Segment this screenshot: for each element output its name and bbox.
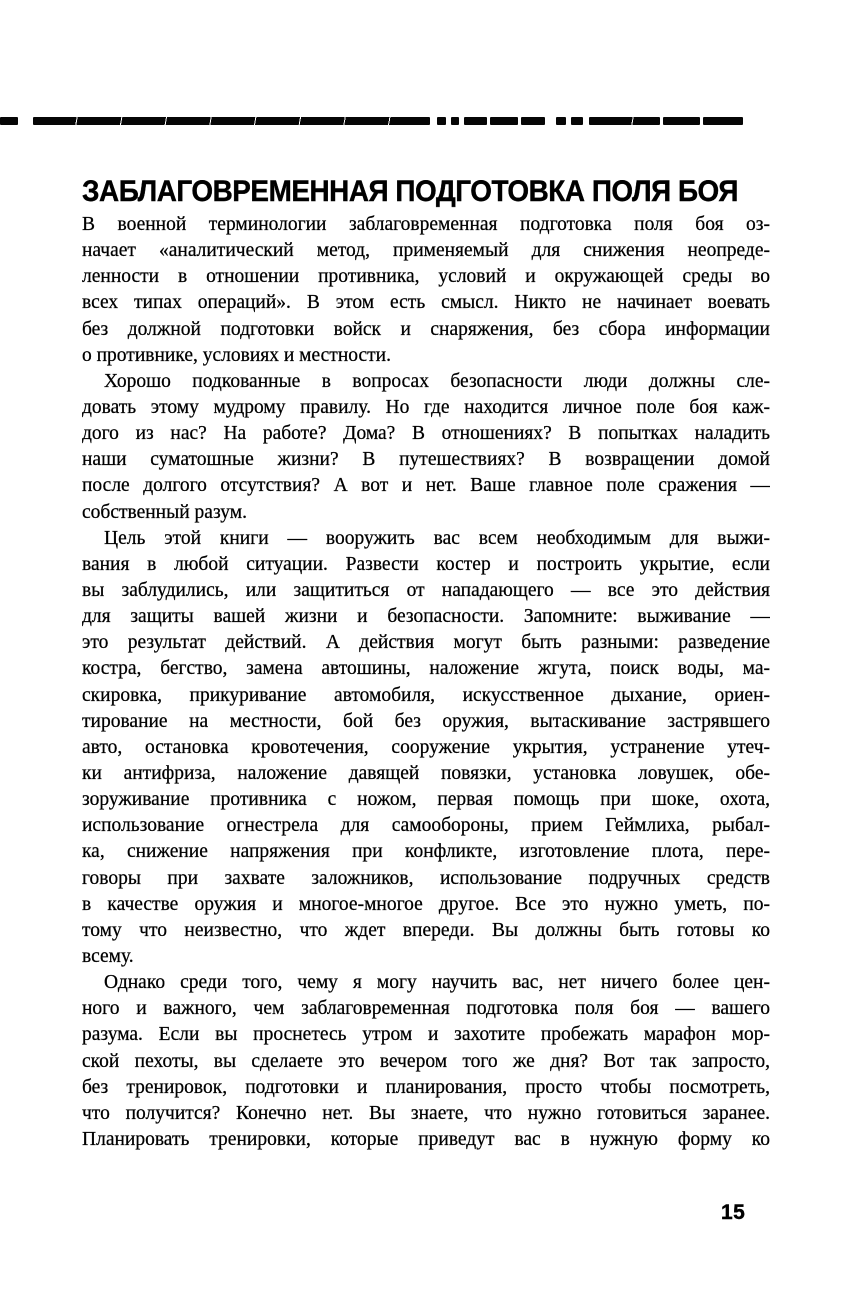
text-line: начает «аналитический метод, применяемый для снижения неопреде-	[82, 240, 770, 262]
rule-segment	[556, 117, 566, 125]
paragraph	[82, 212, 770, 369]
text-line: без тренировок, подготовки и планирования, просто чтобы посмотреть,	[82, 1076, 770, 1098]
text-line: В военной терминологии заблаговременная подготовка поля боя оз-	[82, 214, 770, 235]
rule-segment	[490, 117, 518, 125]
rule-segment	[33, 117, 430, 125]
text-line: тому что неизвестно, что ждет впереди. Вы должны быть готовы ко	[82, 919, 770, 941]
text-line: для защиты вашей жизни и безопасности. Запомните: выживание —	[82, 606, 770, 628]
text-line: в качестве оружия и многое-многое другое. Все это нужно уметь, по-	[82, 893, 770, 915]
text-line: без должной подготовки войск и снаряжения, без сбора информации	[82, 318, 770, 340]
text-line: ленности в отношении противника, условий и окружающей среды во	[82, 266, 770, 288]
text-line: костра, бегство, замена автошины, наложение жгута, поиск воды, ма-	[82, 658, 770, 680]
text-line: собственный разум.	[82, 501, 247, 523]
top-decorative-rule	[0, 117, 844, 125]
text-line: Планировать тренировки, которые приведут вас в нужную форму ко	[82, 1128, 770, 1150]
rule-segment	[437, 117, 446, 125]
rule-segment	[663, 117, 700, 125]
text-line: использование огнестрела для самообороны, прием Геймлиха, рыбал-	[82, 815, 770, 837]
text-line: всех типах операций». В этом есть смысл. Никто не начинает воевать	[82, 292, 770, 314]
page-number: 15	[721, 1201, 746, 1224]
paragraph	[82, 526, 770, 970]
rule-segment	[451, 117, 459, 125]
text-line: Однако среди того, чему я могу научить вас, нет ничего более цен-	[104, 972, 770, 994]
text-line: ного и важного, чем заблаговременная подготовка поля боя — вашего	[82, 998, 770, 1020]
text-line: довать этому мудрому правилу. Но где находится личное поле боя каж-	[82, 396, 770, 418]
text-line: зоруживание противника с ножом, первая помощь при шоке, охота,	[82, 789, 770, 811]
rule-segment	[589, 117, 660, 125]
rule-segment	[571, 117, 583, 125]
rule-segment	[464, 117, 487, 125]
rule-segment	[703, 117, 743, 125]
rule-segment	[0, 117, 18, 125]
text-line: наши суматошные жизни? В путешествиях? В возвращении домой	[82, 449, 770, 471]
text-line: говоры при захвате заложников, использование подручных средств	[82, 867, 770, 889]
text-line: ки антифриза, наложение давящей повязки, установка ловушек, обе-	[82, 762, 770, 784]
page-title: ЗАБЛАГОВРЕМЕННАЯ ПОДГОТОВКА ПОЛЯ БОЯ	[82, 175, 739, 209]
text-line: вания в любой ситуации. Развести костер и построить укрытие, если	[82, 553, 770, 575]
text-line: о противнике, условиях и местности.	[82, 344, 391, 366]
body-text	[82, 212, 770, 1153]
text-line: скировка, прикуривание автомобиля, искусственное дыхание, ориен-	[82, 684, 770, 706]
text-line: ка, снижение напряжения при конфликте, изготовление плота, пере-	[82, 841, 770, 863]
text-line: Цель этой книги — вооружить вас всем необходимым для выжи-	[104, 527, 770, 549]
text-line: вы заблудились, или защититься от нападающего — все это действия	[82, 579, 770, 601]
text-line: после долгого отсутствия? А вот и нет. Ваше главное поле сражения —	[82, 475, 770, 497]
text-line: ской пехоты, вы сделаете это вечером того же дня? Вот так запросто,	[82, 1050, 770, 1072]
text-line: тирование на местности, бой без оружия, вытаскивание застрявшего	[82, 710, 770, 732]
paragraph	[82, 970, 770, 1153]
text-line: дого из нас? На работе? Дома? В отношениях? В попытках наладить	[82, 423, 770, 445]
text-line: Хорошо подкованные в вопросах безопасности люди должны сле-	[104, 370, 770, 392]
rule-segment	[521, 117, 545, 125]
text-line: это результат действий. А действия могут быть разными: разведение	[82, 632, 770, 654]
text-line: всему.	[82, 945, 134, 967]
text-line: что получится? Конечно нет. Вы знаете, что нужно готовиться заранее.	[82, 1102, 770, 1124]
text-line: авто, остановка кровотечения, сооружение укрытия, устранение утеч-	[82, 736, 770, 758]
text-line: разума. Если вы проснетесь утром и захотите пробежать марафон мор-	[82, 1024, 770, 1046]
paragraph	[82, 369, 770, 526]
